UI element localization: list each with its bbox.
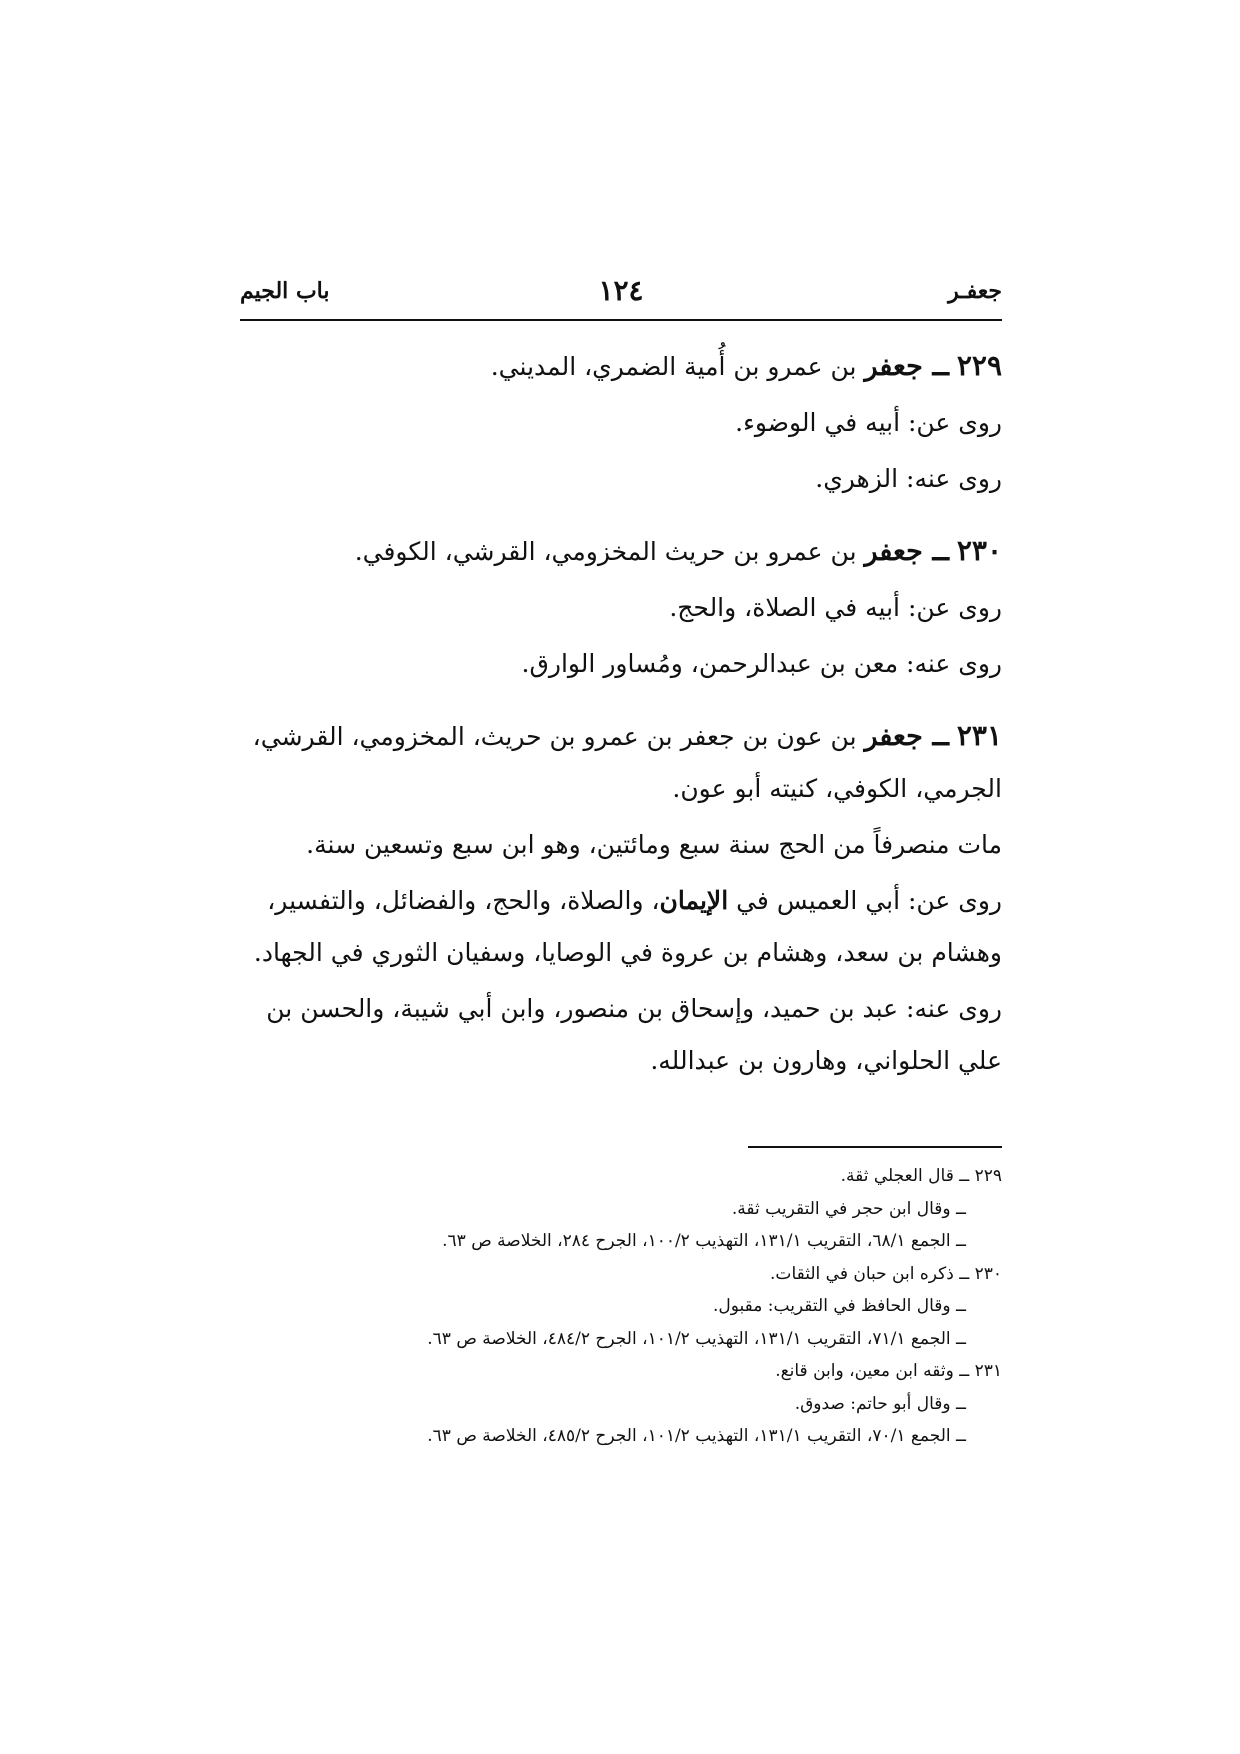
entry-line: روى عن: أبيه في الصلاة، والحج. — [669, 593, 1002, 622]
entry-line: روى عنه: الزهري. — [815, 464, 1002, 493]
footnote-line: ــ وقال أبو حاتم: صدوق. — [794, 1393, 966, 1414]
entry-229 — [248, 340, 1002, 505]
header-chapter-title: باب الجيم — [240, 278, 330, 304]
footnote-line: ــ وقال ابن حجر في التقريب ثقة. — [731, 1198, 966, 1219]
entry-number: ٢٣١ — [956, 719, 1002, 752]
entry-lineage: بن عمرو بن أُمية الضمري، المديني. — [490, 352, 857, 381]
entry-231 — [248, 710, 1002, 1087]
entry-name: جعفر — [864, 536, 923, 567]
entry-230 — [248, 525, 1002, 690]
footnote-line: ٢٢٩ ــ قال العجلي ثقة. — [840, 1166, 1002, 1186]
entry-heading: ٢٣١ ــ جعفر بن عون بن جعفر بن عمرو بن حريث، المخزومي، القرشي، الجرمي، الكوفي، كنيته أبو عون. — [252, 719, 1002, 803]
narrated-from-label: روى عن: — [907, 886, 1002, 915]
narrated-from-pre: أبي العميس في — [736, 886, 901, 915]
page-number: ١٢٤ — [598, 274, 644, 307]
footnote-line: ــ الجمع ٧١/١، التقريب ١٣١/١، التهذيب ١٠١/٢، الجرح ٤٨٤/٢، الخلاصة ص ٦٣. — [427, 1328, 966, 1349]
entry-narrated-from — [248, 875, 1002, 979]
entry-line: روى عن: أبيه في الوضوء. — [735, 408, 1002, 437]
entry-lineage: بن عمرو بن حريث المخزومي، القرشي، الكوفي. — [354, 537, 857, 566]
running-header — [240, 274, 1002, 318]
footnotes — [248, 1160, 1002, 1453]
entry-number: ٢٣٠ — [956, 534, 1002, 567]
entry-narrated-by: روى عنه: عبد بن حميد، وإسحاق بن منصور، وابن أبي شيبة، والحسن بن علي الحلواني، وهارون بن عبدالله. — [266, 994, 1002, 1075]
footnote-line: ــ الجمع ٦٨/١، التقريب ١٣١/١، التهذيب ١٠٠/٢، الجرح ٢٨٤، الخلاصة ص ٦٣. — [442, 1231, 966, 1251]
footnote-line: ٢٣٠ ــ ذكره ابن حبان في الثقات. — [770, 1263, 1002, 1284]
footnote-line: ٢٣١ ــ وثقه ابن معين، وابن قانع. — [775, 1361, 1002, 1381]
entry-line: روى عنه: معن بن عبدالرحمن، ومُساور الوارق. — [521, 649, 1002, 678]
entry-name: جعفر — [864, 351, 923, 382]
entry-line: مات منصرفاً من الحج سنة سبع ومائتين، وهو ابن سبع وتسعين سنة. — [306, 830, 1002, 859]
footnote-line: ــ الجمع ٧٠/١، التقريب ١٣١/١، التهذيب ١٠١/٢، الجرح ٤٨٥/٢، الخلاصة ص ٦٣. — [427, 1426, 966, 1446]
entry-heading: ٢٢٩ ــ جعفر بن عمرو بن أُمية الضمري، المديني. — [490, 349, 1002, 382]
footnote-rule — [748, 1146, 1002, 1148]
entry-name: جعفر — [864, 721, 923, 752]
narrated-from-post: ، والصلاة، والحج، والفضائل، والتفسير، وهشام بن سعد، وهشام بن عروة في الوصايا، وسفيان الثوري في الجهاد. — [253, 886, 1002, 967]
footnote-line: ــ وقال الحافظ في التقريب: مقبول. — [713, 1296, 966, 1316]
entry-number: ٢٢٩ — [956, 349, 1002, 382]
header-rule — [240, 319, 1002, 321]
narrated-from-bold: الإيمان — [659, 886, 729, 915]
header-entry-name: جعفـر — [948, 278, 1002, 304]
entry-heading: ٢٣٠ ــ جعفر بن عمرو بن حريث المخزومي، القرشي، الكوفي. — [354, 534, 1002, 567]
entry-lineage: بن عون بن جعفر بن عمرو بن حريث، المخزومي، القرشي، الجرمي، الكوفي، كنيته أبو عون. — [252, 722, 1002, 803]
main-text — [248, 340, 1002, 1107]
